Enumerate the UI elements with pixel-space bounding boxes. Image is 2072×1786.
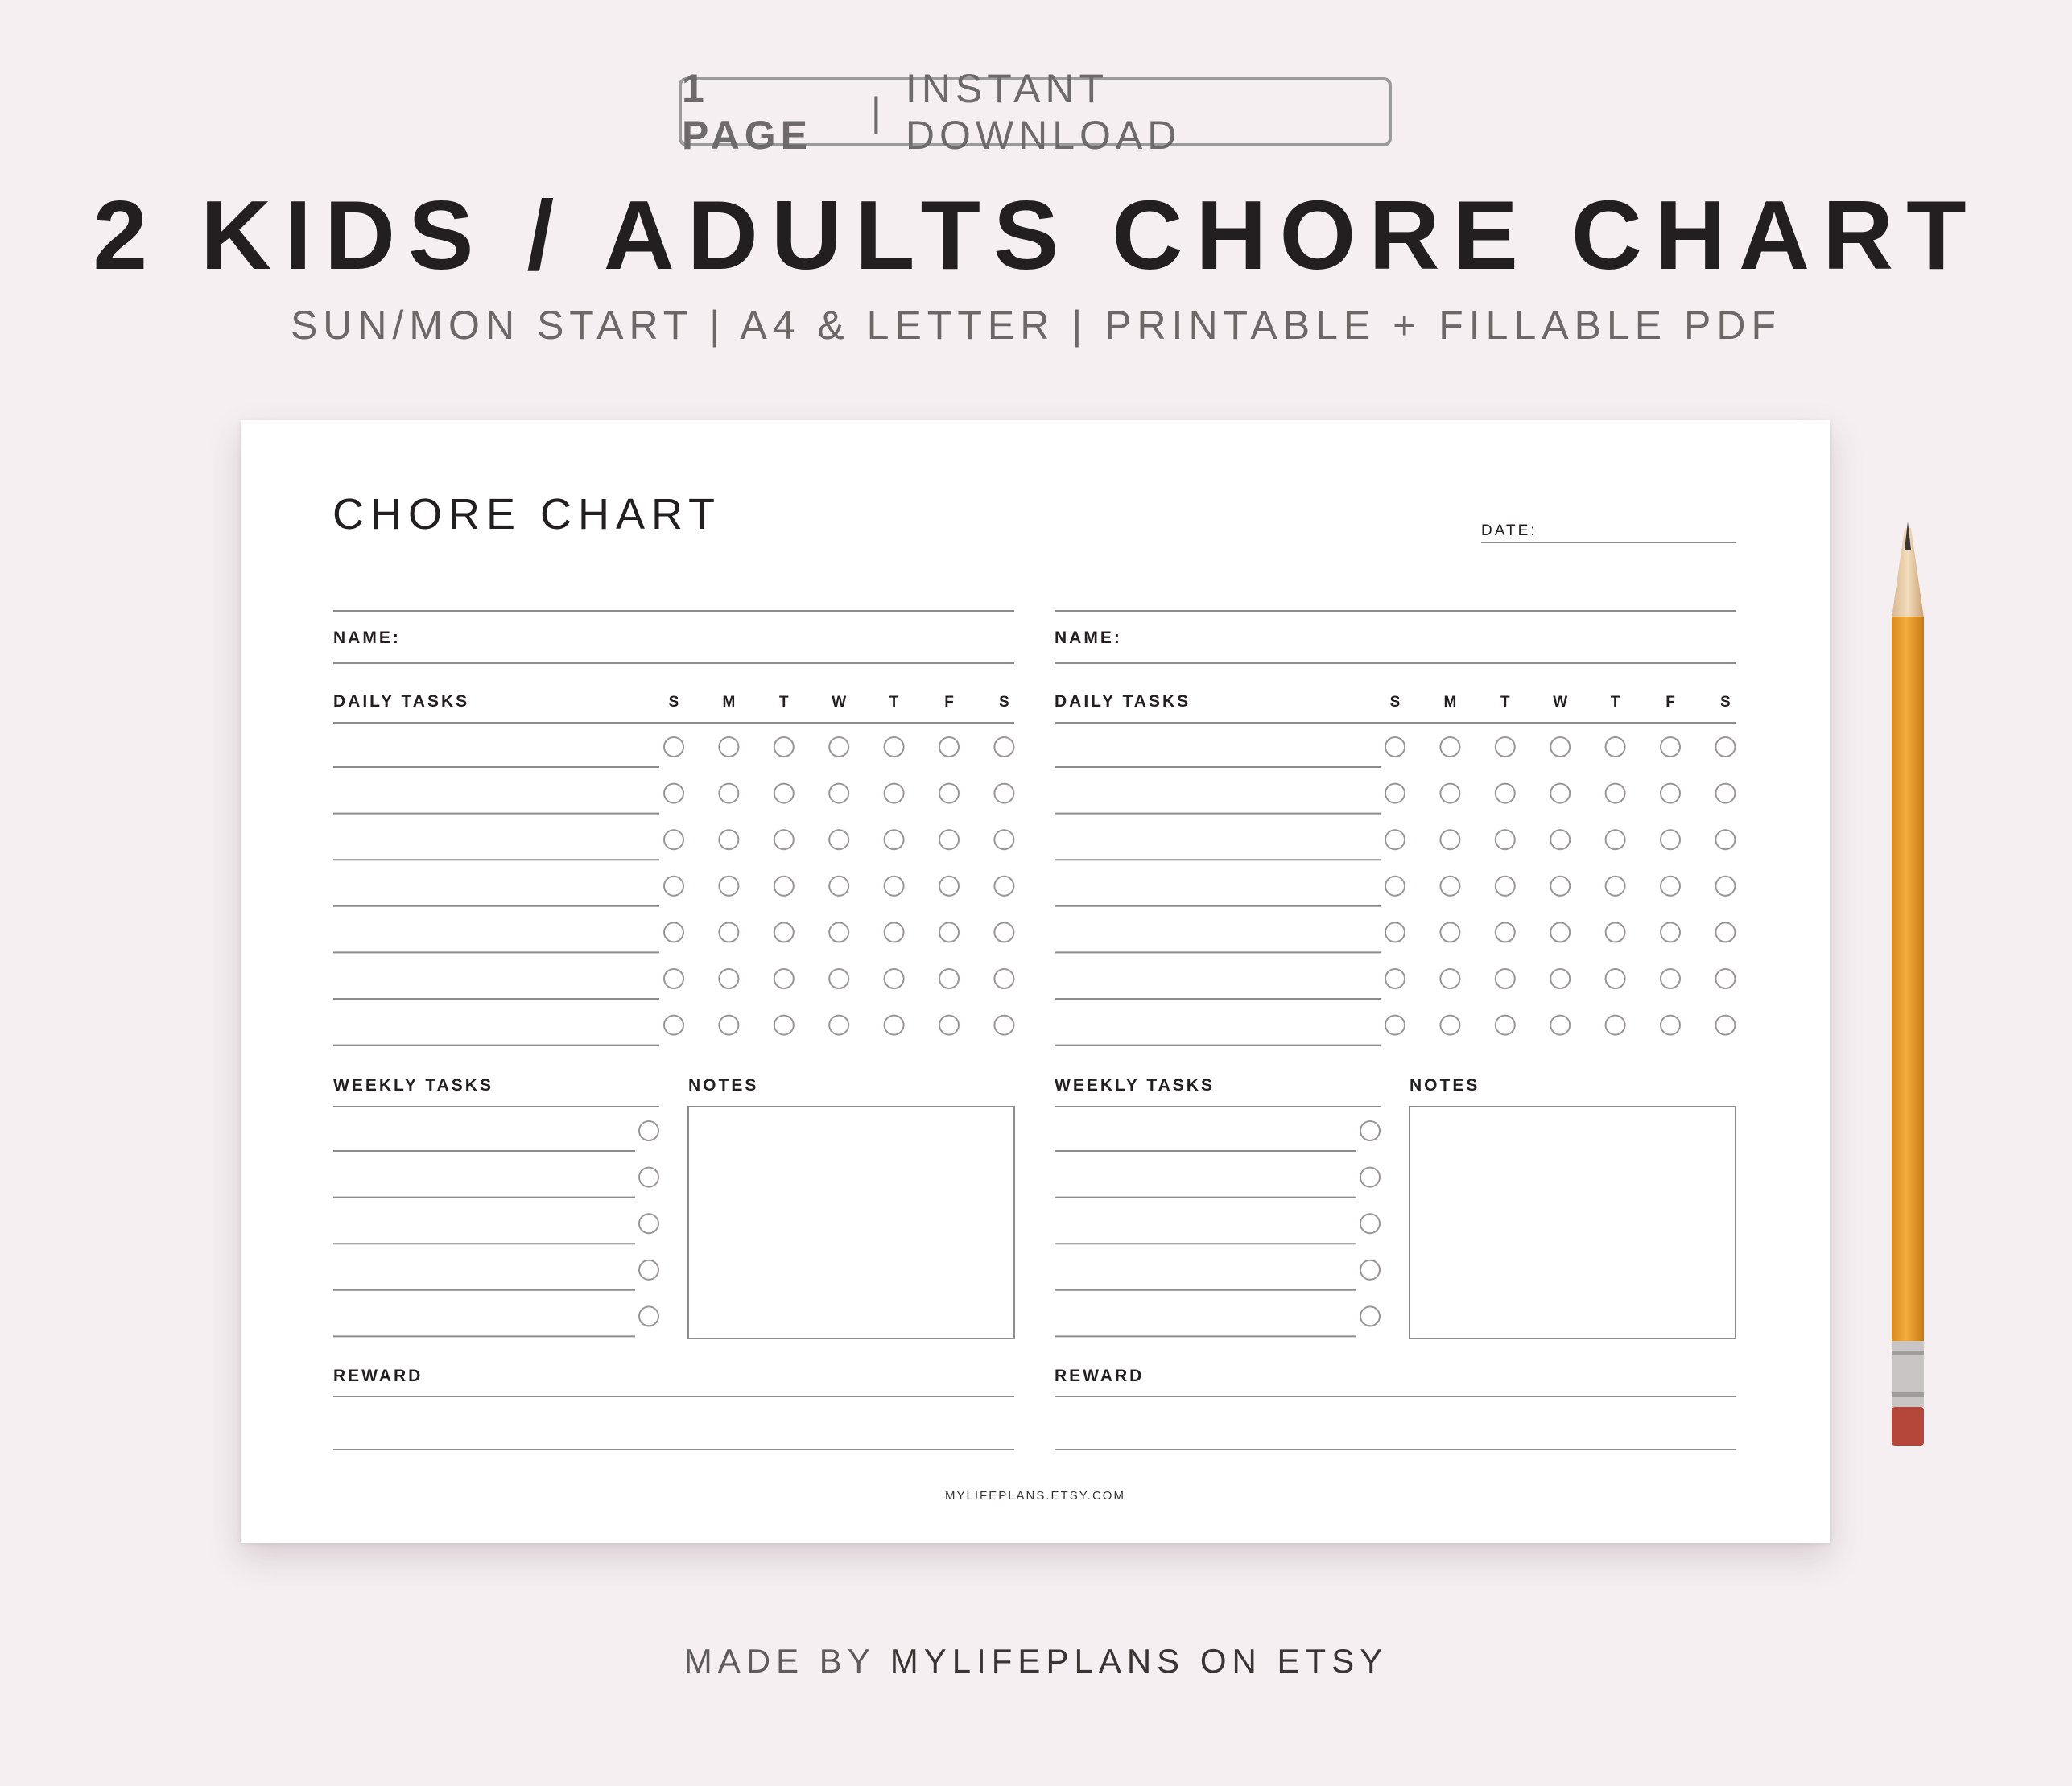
daily-checkbox[interactable] [664, 969, 683, 988]
daily-checkbox[interactable] [774, 969, 794, 988]
daily-checkbox[interactable] [719, 830, 738, 849]
notes-label: NOTES [688, 1076, 759, 1095]
daily-checkbox[interactable] [1606, 877, 1625, 896]
daily-checkbox[interactable] [774, 830, 794, 849]
weekly-checkbox[interactable] [1360, 1121, 1380, 1140]
day-header-1: M [722, 694, 736, 711]
daily-checkbox[interactable] [994, 1016, 1013, 1035]
daily-checkbox[interactable] [774, 1016, 794, 1035]
daily-checkbox[interactable] [829, 830, 848, 849]
daily-checkbox[interactable] [1385, 784, 1405, 803]
weekly-checkbox[interactable] [1360, 1260, 1380, 1280]
chore-column-right [1055, 611, 1736, 1450]
daily-checkbox[interactable] [1606, 830, 1625, 849]
daily-checkbox[interactable] [1440, 830, 1459, 849]
daily-checkbox[interactable] [829, 1016, 848, 1035]
notes-box[interactable] [1410, 1107, 1736, 1338]
weekly-checkbox[interactable] [639, 1306, 658, 1326]
daily-checkbox[interactable] [1385, 1016, 1405, 1035]
daily-tasks-label: DAILY TASKS [1055, 692, 1191, 711]
daily-checkbox[interactable] [719, 877, 738, 896]
date-label: DATE: [1481, 522, 1537, 539]
daily-checkbox[interactable] [1661, 784, 1680, 803]
day-header-5: F [944, 694, 954, 711]
daily-checkbox[interactable] [994, 737, 1013, 757]
daily-checkbox[interactable] [1496, 737, 1515, 757]
daily-checkbox[interactable] [1715, 969, 1735, 988]
daily-checkbox[interactable] [719, 969, 738, 988]
day-header-3: W [832, 694, 847, 711]
shop-credit [0, 1642, 2072, 1681]
daily-checkbox[interactable] [1440, 784, 1459, 803]
badge-download-text: INSTANT DOWNLOAD [905, 66, 1182, 158]
daily-checkbox[interactable] [719, 922, 738, 942]
badge-page-count: 1 PAGE [682, 66, 812, 158]
daily-checkbox[interactable] [1440, 1016, 1459, 1035]
daily-checkbox[interactable] [939, 922, 959, 942]
daily-checkbox[interactable] [885, 1016, 904, 1035]
daily-checkbox[interactable] [664, 922, 683, 942]
daily-checkbox[interactable] [1496, 784, 1515, 803]
daily-checkbox[interactable] [1661, 877, 1680, 896]
day-header-3: W [1553, 694, 1568, 711]
badge-divider: | [870, 89, 886, 134]
daily-checkbox[interactable] [1715, 784, 1735, 803]
daily-checkbox[interactable] [1440, 877, 1459, 896]
day-header-6: S [1720, 694, 1731, 711]
daily-checkbox[interactable] [774, 784, 794, 803]
daily-checkbox[interactable] [1550, 922, 1570, 942]
daily-checkbox[interactable] [1496, 1016, 1515, 1035]
daily-checkbox[interactable] [1715, 830, 1735, 849]
notes-label: NOTES [1410, 1076, 1480, 1095]
shop-credit-name: MYLIFEPLANS ON ETSY [889, 1642, 1389, 1680]
daily-checkbox[interactable] [939, 830, 959, 849]
daily-checkbox[interactable] [1440, 737, 1459, 757]
daily-checkbox[interactable] [664, 737, 683, 757]
weekly-checkbox[interactable] [639, 1214, 658, 1233]
daily-checkbox[interactable] [939, 784, 959, 803]
chore-chart-sheet [241, 420, 1830, 1543]
daily-checkbox[interactable] [1661, 830, 1680, 849]
daily-checkbox[interactable] [885, 830, 904, 849]
chore-column-left [333, 611, 1014, 1450]
sheet-title: CHORE CHART [332, 490, 722, 538]
day-header-4: T [889, 694, 899, 711]
daily-checkbox[interactable] [1661, 922, 1680, 942]
weekly-tasks-label: WEEKLY TASKS [333, 1076, 493, 1095]
daily-checkbox[interactable] [719, 1016, 738, 1035]
daily-checkbox[interactable] [664, 784, 683, 803]
daily-checkbox[interactable] [1661, 737, 1680, 757]
day-header-5: F [1665, 694, 1675, 711]
daily-checkbox[interactable] [1715, 877, 1735, 896]
product-subtitle: SUN/MON START | A4 & LETTER | PRINTABLE + FILLABLE PDF [290, 303, 1782, 348]
daily-checkbox[interactable] [994, 969, 1013, 988]
daily-checkbox[interactable] [1661, 1016, 1680, 1035]
day-header-0: S [1389, 694, 1401, 711]
daily-checkbox[interactable] [1550, 1016, 1570, 1035]
daily-checkbox[interactable] [1496, 969, 1515, 988]
pencil-illustration [1876, 522, 1940, 1463]
daily-checkbox[interactable] [885, 737, 904, 757]
weekly-checkbox[interactable] [639, 1168, 658, 1187]
daily-checkbox[interactable] [1385, 922, 1405, 942]
weekly-checkbox[interactable] [639, 1260, 658, 1280]
daily-checkbox[interactable] [829, 737, 848, 757]
reward-label: REWARD [1055, 1367, 1145, 1385]
notes-box[interactable] [688, 1107, 1014, 1338]
daily-checkbox[interactable] [774, 877, 794, 896]
daily-checkbox[interactable] [1440, 922, 1459, 942]
daily-checkbox[interactable] [1715, 922, 1735, 942]
daily-checkbox[interactable] [1606, 969, 1625, 988]
daily-checkbox[interactable] [885, 969, 904, 988]
daily-checkbox[interactable] [1496, 830, 1515, 849]
daily-checkbox[interactable] [885, 922, 904, 942]
sheet-footer: MYLIFEPLANS.ETSY.COM [945, 1489, 1125, 1503]
name-label: NAME: [1055, 629, 1122, 647]
weekly-checkbox[interactable] [1360, 1214, 1380, 1233]
daily-checkbox[interactable] [885, 877, 904, 896]
daily-checkbox[interactable] [719, 784, 738, 803]
daily-checkbox[interactable] [1550, 830, 1570, 849]
day-header-6: S [999, 694, 1009, 711]
daily-checkbox[interactable] [1550, 969, 1570, 988]
daily-checkbox[interactable] [994, 830, 1013, 849]
daily-checkbox[interactable] [939, 737, 959, 757]
daily-checkbox[interactable] [994, 784, 1013, 803]
daily-checkbox[interactable] [994, 922, 1013, 942]
daily-checkbox[interactable] [829, 922, 848, 942]
daily-checkbox[interactable] [719, 737, 738, 757]
daily-checkbox[interactable] [1550, 784, 1570, 803]
product-title: 2 KIDS / ADULTS CHORE CHART [93, 180, 1979, 290]
day-header-1: M [1443, 694, 1457, 711]
daily-checkbox[interactable] [1606, 922, 1625, 942]
daily-checkbox[interactable] [774, 737, 794, 757]
name-label: NAME: [333, 629, 401, 647]
chore-chart-drawing [241, 420, 1830, 1543]
daily-checkbox[interactable] [994, 877, 1013, 896]
daily-checkbox[interactable] [1496, 877, 1515, 896]
weekly-checkbox[interactable] [1360, 1306, 1380, 1326]
daily-checkbox[interactable] [664, 877, 683, 896]
daily-checkbox[interactable] [1715, 737, 1735, 757]
weekly-checkbox[interactable] [639, 1121, 658, 1140]
daily-checkbox[interactable] [1715, 1016, 1735, 1035]
daily-checkbox[interactable] [885, 784, 904, 803]
daily-checkbox[interactable] [664, 830, 683, 849]
daily-checkbox[interactable] [1661, 969, 1680, 988]
reward-label: REWARD [333, 1367, 423, 1385]
daily-checkbox[interactable] [1606, 737, 1625, 757]
daily-checkbox[interactable] [939, 1016, 959, 1035]
daily-checkbox[interactable] [829, 784, 848, 803]
daily-tasks-label: DAILY TASKS [333, 692, 470, 711]
daily-checkbox[interactable] [1385, 877, 1405, 896]
daily-checkbox[interactable] [1606, 784, 1625, 803]
day-header-0: S [668, 694, 679, 711]
weekly-checkbox[interactable] [1360, 1168, 1380, 1187]
daily-checkbox[interactable] [1440, 969, 1459, 988]
weekly-tasks-label: WEEKLY TASKS [1055, 1076, 1215, 1095]
daily-checkbox[interactable] [829, 877, 848, 896]
day-header-2: T [778, 694, 789, 711]
day-header-2: T [1500, 694, 1510, 711]
daily-checkbox[interactable] [774, 922, 794, 942]
daily-checkbox[interactable] [1385, 969, 1405, 988]
daily-checkbox[interactable] [829, 969, 848, 988]
page-count-badge [679, 66, 1392, 158]
day-header-4: T [1610, 694, 1620, 711]
daily-checkbox[interactable] [1606, 1016, 1625, 1035]
shop-credit-lead: MADE BY [683, 1642, 876, 1680]
daily-checkbox[interactable] [1385, 830, 1405, 849]
daily-checkbox[interactable] [1550, 877, 1570, 896]
daily-checkbox[interactable] [939, 969, 959, 988]
daily-checkbox[interactable] [1550, 737, 1570, 757]
daily-checkbox[interactable] [1496, 922, 1515, 942]
daily-checkbox[interactable] [939, 877, 959, 896]
daily-checkbox[interactable] [664, 1016, 683, 1035]
daily-checkbox[interactable] [1385, 737, 1405, 757]
